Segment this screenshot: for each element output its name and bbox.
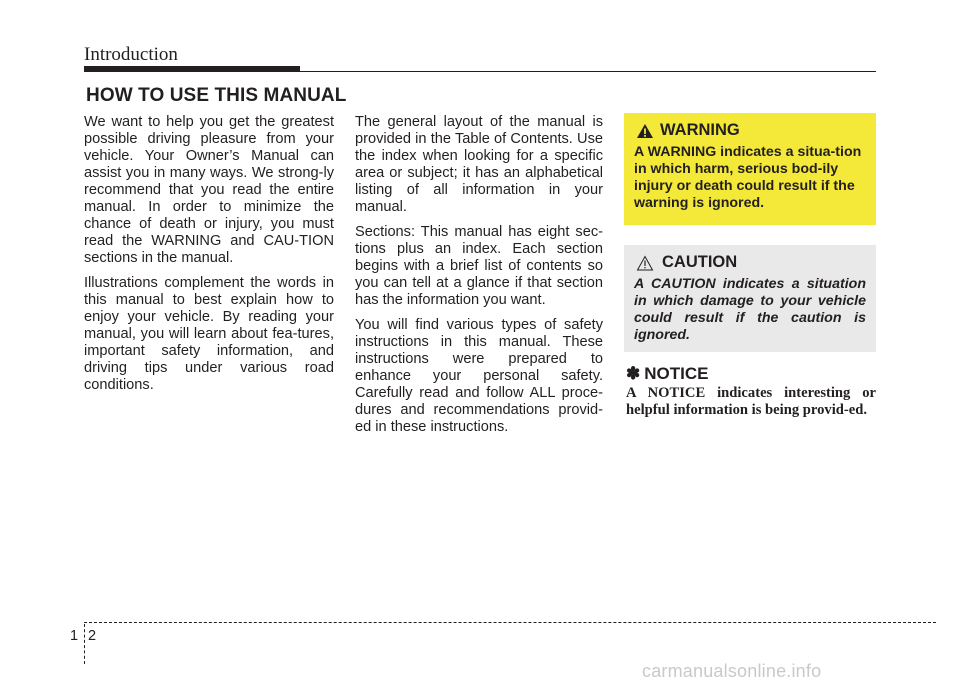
notice-star-icon: ✽ [626,364,641,383]
column-middle [355,114,603,444]
paragraph: We want to help you get the greatest possible driving pleasure from your vehicle. Your Owner’s Manual can assist you in many ways. We strong-ly recommend that you read the entire manual. In order to minimize the chance of death or injury, you must read the WARNING and CAU-TION sections in the manual. [84,114,334,266]
column-left [84,114,334,402]
section-heading: HOW TO USE THIS MANUAL [86,85,347,106]
warning-title: WARNING [660,121,740,139]
paragraph: Sections: This manual has eight sec-tions plus an index. Each section begins with a brief list of contents so you can tell at a glance if that section has the information you want. [355,224,603,308]
header-rule-thick [84,66,300,72]
warning-box [624,113,876,225]
warning-header [634,121,866,140]
page-number-separator [84,624,85,664]
caution-triangle-icon [636,255,654,271]
notice-text: A NOTICE indicates interesting or helpful information is being provid-ed. [626,385,876,418]
watermark: carmanualsonline.info [642,661,822,681]
paragraph: Illustrations complement the words in this manual to best explain how to enjoy your vehicle. By reading your manual, you will learn about fea-tures, important safety information, and driving tips under various road conditions. [84,275,334,393]
caution-text: A CAUTION indicates a situation in which damage to your vehicle could result if the caution is ignored. [634,276,866,343]
header-title: Introduction [84,44,178,65]
warning-text: A WARNING indicates a situa-tion in which harm, serious bod-ily injury or death could result if the warning is ignored. [634,144,862,211]
paragraph: You will find various types of safety instructions in this manual. These instructions were prepared to enhance your personal safety. Carefully read and follow ALL proce-dures and recommendations provid-ed in these instructions. [355,317,603,435]
paragraph: The general layout of the manual is provided in the Table of Contents. Use the index when looking for a specific area or subject; it has an alphabetical listing of all information in your manual. [355,114,603,215]
warning-triangle-icon [636,123,654,139]
notice-title: NOTICE [644,364,709,383]
page-number: 2 [88,628,97,644]
footer-divider [84,622,936,623]
caution-header [634,253,866,272]
caution-title: CAUTION [662,253,738,271]
caution-box [624,245,876,352]
header-rule-thin [300,71,876,72]
notice-header [626,364,708,384]
page-chapter: 1 [70,628,79,644]
